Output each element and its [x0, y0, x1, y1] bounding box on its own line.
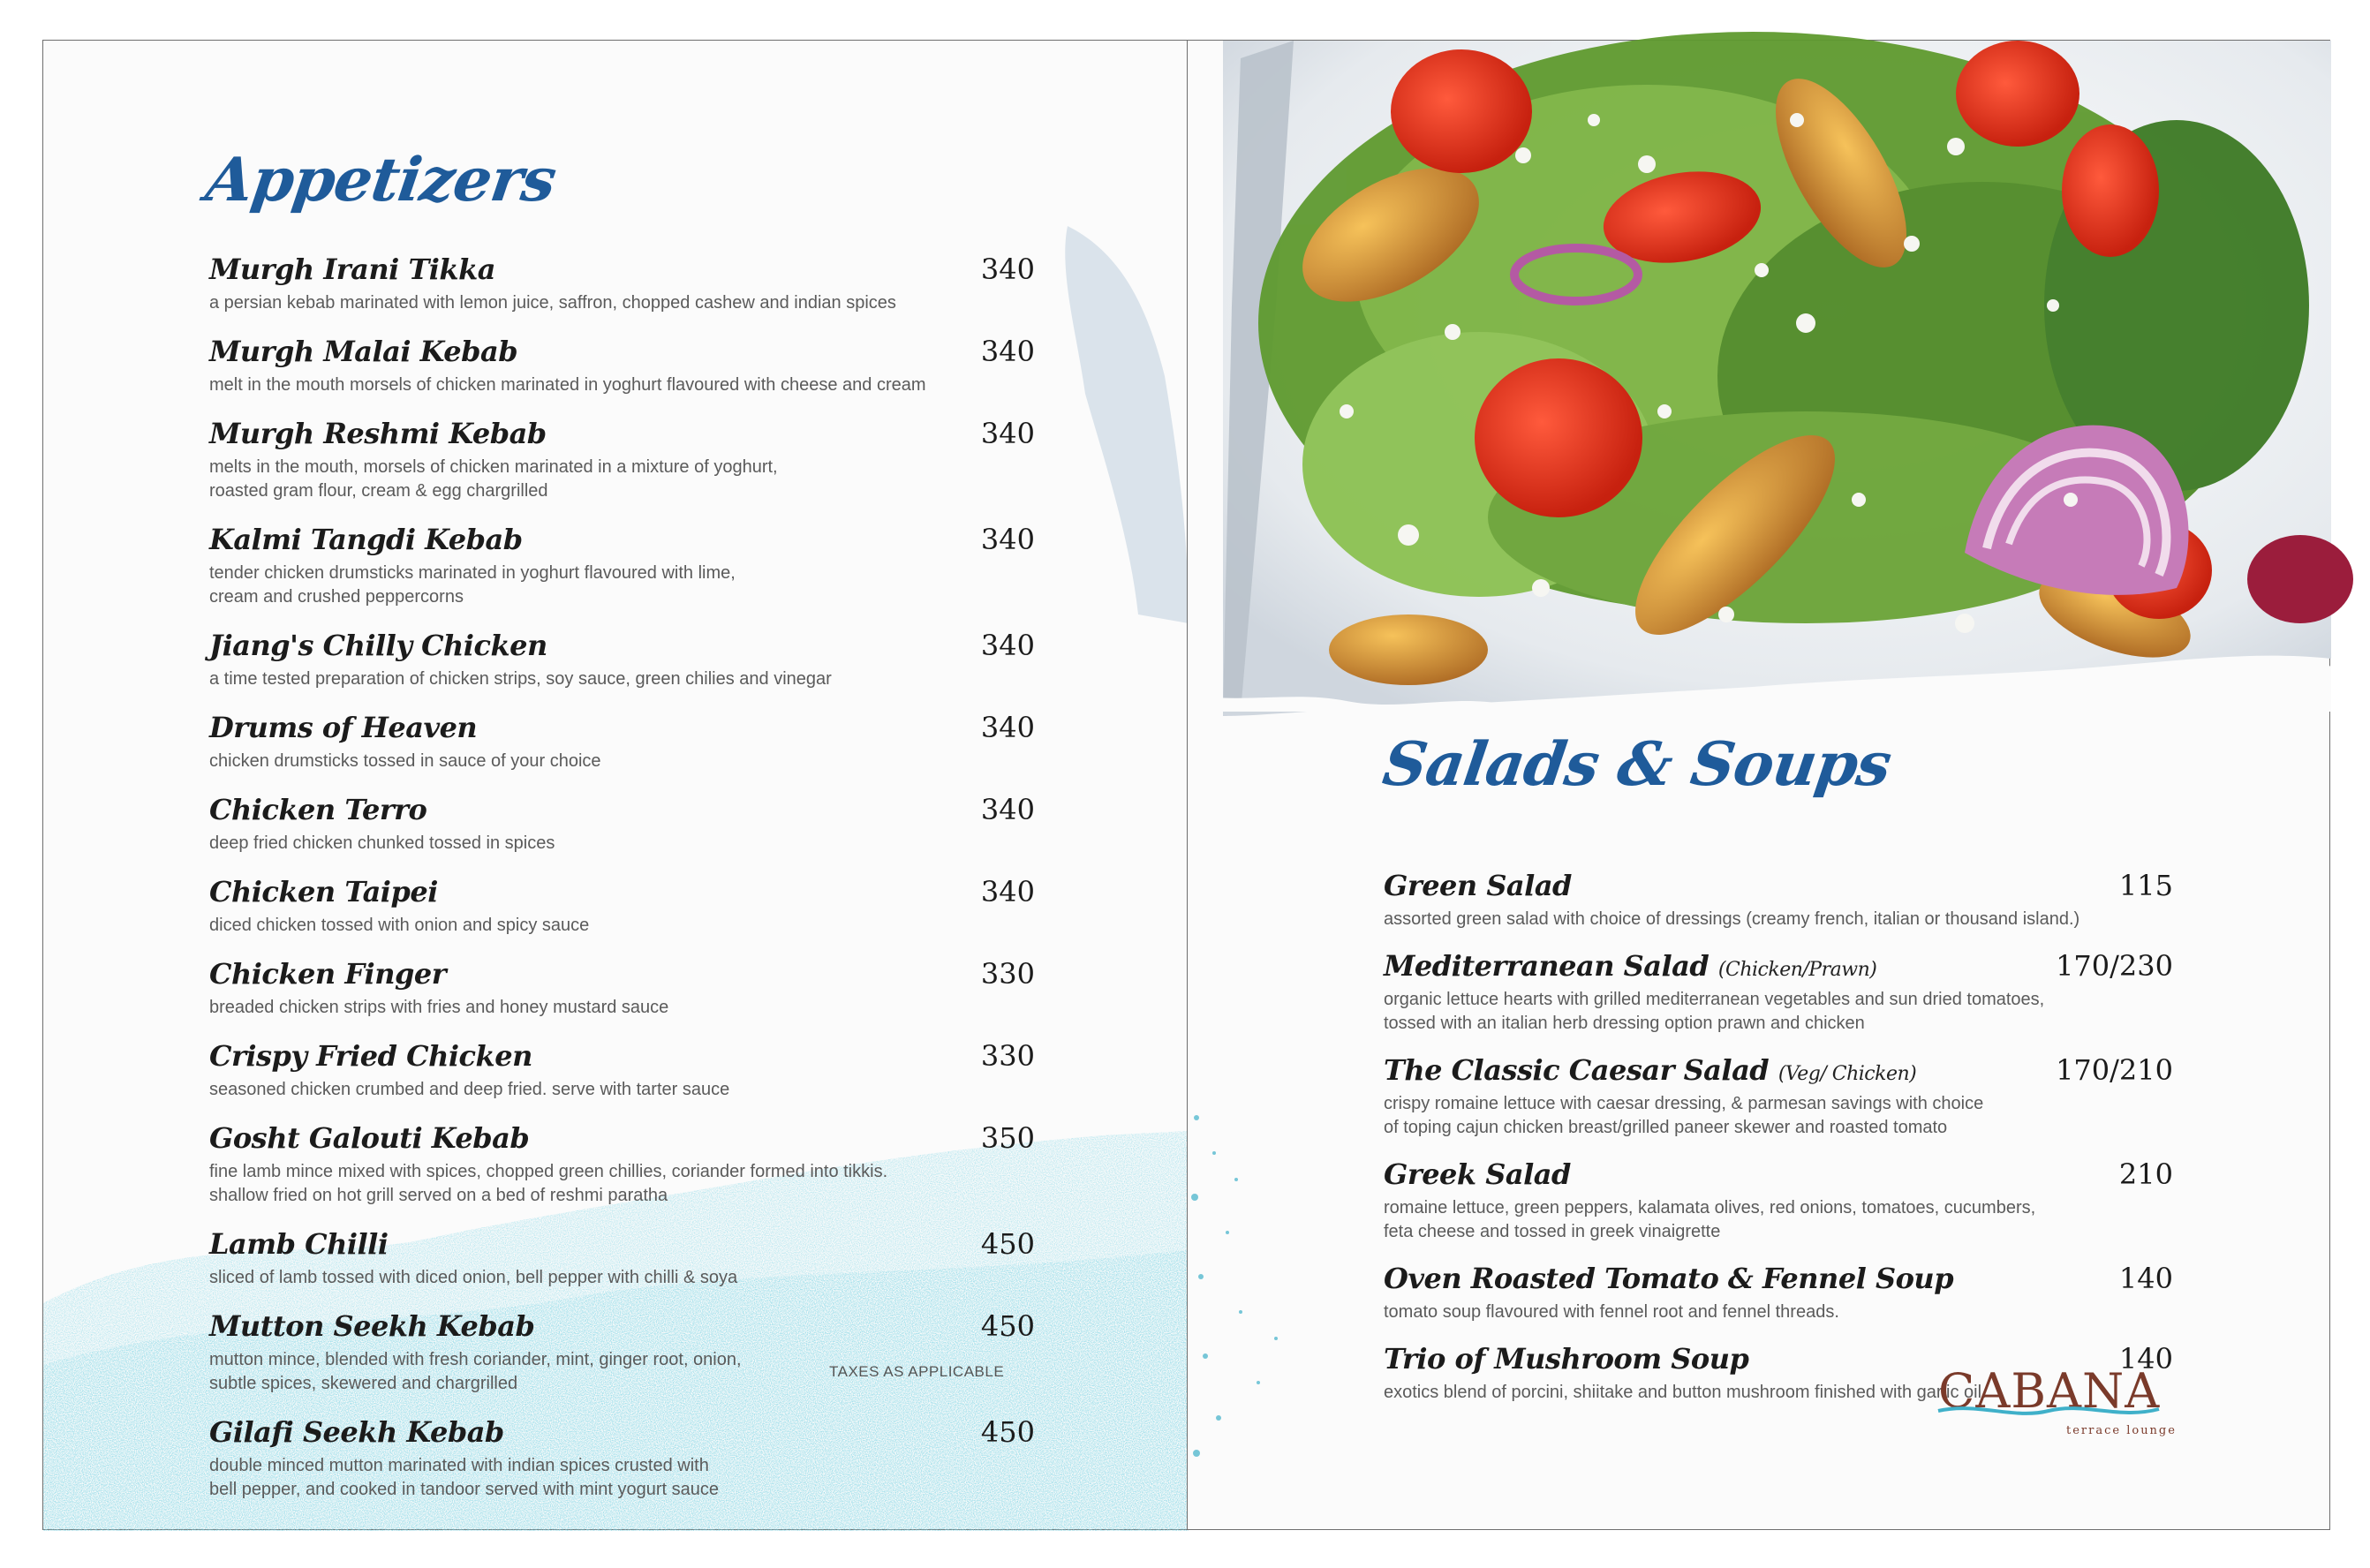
- menu-item-header: [209, 523, 1035, 562]
- menu-item-name-text: Crispy Fried Chicken: [209, 1039, 532, 1073]
- menu-item-option: (Chicken/Prawn): [1717, 959, 1877, 981]
- logo-wordmark: CABANA: [1938, 1363, 2161, 1419]
- menu-item: [1384, 869, 2173, 931]
- menu-item-description: exotics blend of porcini, shiitake and button mushroom finished with garlic oil.: [1384, 1383, 1987, 1402]
- menu-item-price: 140: [2118, 1342, 2173, 1376]
- menu-item-description: bell pepper, and cooked in tandoor served with mint yogurt sauce: [209, 1480, 720, 1499]
- menu-item-name-text: Murgh Irani Tikka: [209, 253, 495, 286]
- menu-item-header: [209, 335, 1035, 373]
- taxes-note: TAXES AS APPLICABLE: [829, 1363, 1005, 1380]
- menu-item-price: 450: [980, 1227, 1035, 1261]
- menu-item-description: assorted green salad with choice of dressings (creamy french, italian or thousand island.): [1384, 909, 2080, 929]
- menu-item-description: tossed with an italian herb dressing option prawn and chicken: [1384, 1014, 1865, 1033]
- menu-item-description: romaine lettuce, green peppers, kalamata olives, red onions, tomatoes, cucumbers,: [1384, 1198, 2036, 1217]
- menu-item-header: [209, 1309, 1035, 1348]
- menu-item-header: [209, 1039, 1035, 1078]
- menu-item-name: [209, 253, 495, 286]
- menu-item-name-text: Chicken Finger: [209, 957, 447, 991]
- menu-item-description: sliced of lamb tossed with diced onion, bell pepper with chilli & soya: [209, 1268, 738, 1287]
- menu-item-description: diced chicken tossed with onion and spicy sauce: [209, 916, 590, 935]
- menu-item-name: [209, 1415, 504, 1449]
- right-page: [1187, 40, 2330, 1530]
- menu-item-name-text: Mutton Seekh Kebab: [209, 1309, 535, 1343]
- salads-soups-list: [1384, 869, 2173, 1422]
- menu-item: [209, 793, 1035, 856]
- menu-item-header: [209, 711, 1035, 750]
- menu-item: [209, 957, 1035, 1020]
- menu-item-header: [209, 629, 1035, 667]
- menu-item-name: [209, 1039, 532, 1073]
- menu-item: [209, 417, 1035, 503]
- appetizers-list: [209, 253, 1035, 1521]
- menu-item-price: 340: [980, 523, 1035, 556]
- menu-item-price: 340: [980, 253, 1035, 286]
- menu-item-name: [209, 793, 426, 826]
- menu-item-name: [209, 1309, 534, 1343]
- menu-item-price: 210: [2118, 1157, 2173, 1191]
- menu-item-price: 170/230: [2056, 949, 2173, 983]
- menu-item-header: [1384, 1157, 2173, 1196]
- menu-item-name-text: Murgh Reshmi Kebab: [209, 417, 547, 450]
- menu-item-price: 340: [980, 711, 1035, 744]
- menu-item-name-text: Kalmi Tangdi Kebab: [209, 523, 523, 556]
- menu-item-description: shallow fried on hot grill served on a bed of reshmi paratha: [209, 1186, 668, 1205]
- salad-photo: [1188, 41, 2331, 712]
- menu-item-price: 330: [980, 957, 1035, 991]
- menu-item-description: feta cheese and tossed in greek vinaigrette: [1384, 1222, 1721, 1241]
- left-page: [42, 40, 1188, 1530]
- menu-item-price: 140: [2118, 1262, 2173, 1295]
- menu-item-price: 170/210: [2056, 1053, 2173, 1087]
- menu-item-description: of toping cajun chicken breast/grilled paneer skewer and roasted tomato: [1384, 1118, 1948, 1137]
- menu-item-description: melts in the mouth, morsels of chicken marinated in a mixture of yoghurt,: [209, 457, 778, 477]
- menu-item-name-text: Chicken Taipei: [209, 875, 438, 908]
- menu-item: [209, 629, 1035, 691]
- logo-tagline: terrace lounge: [2066, 1424, 2177, 1437]
- menu-item-header: [209, 1415, 1035, 1454]
- menu-item-description: fine lamb mince mixed with spices, chopped green chillies, coriander formed into tikkis.: [209, 1162, 888, 1181]
- menu-item-name-text: Lamb Chilli: [209, 1227, 389, 1261]
- menu-item-header: [209, 253, 1035, 291]
- menu-item-name: [209, 711, 477, 744]
- menu-item-header: [209, 417, 1035, 456]
- blue-dot-splash: [1188, 1100, 1311, 1489]
- menu-item-description: organic lettuce hearts with grilled mediterranean vegetables and sun dried tomatoes,: [1384, 990, 2045, 1009]
- menu-item-description: a time tested preparation of chicken strips, soy sauce, green chilies and vinegar: [209, 669, 832, 689]
- menu-item-description: a persian kebab marinated with lemon juice, saffron, chopped cashew and indian spices: [209, 293, 896, 313]
- menu-item-description: breaded chicken strips with fries and honey mustard sauce: [209, 998, 669, 1017]
- menu-item: [1384, 1053, 2173, 1140]
- menu-item-name-text: Jiang's Chilly Chicken: [209, 629, 547, 662]
- menu-item: [209, 1227, 1035, 1290]
- menu-item: [209, 1415, 1035, 1502]
- menu-item-name: [209, 957, 446, 991]
- menu-item: [209, 523, 1035, 609]
- menu-item-description: tender chicken drumsticks marinated in yoghurt flavoured with lime,: [209, 563, 736, 583]
- menu-item: [1384, 1157, 2173, 1244]
- menu-item-price: 340: [980, 793, 1035, 826]
- menu-item-description: cream and crushed peppercorns: [209, 587, 464, 607]
- menu-item: [1384, 1262, 2173, 1324]
- menu-item-name: [209, 335, 517, 368]
- menu-item-header: [1384, 869, 2173, 908]
- menu-item-name-text: Trio of Mushroom Soup: [1384, 1342, 1749, 1376]
- menu-item-name: [209, 1121, 529, 1155]
- menu-item-name: [209, 875, 438, 908]
- menu-item: [209, 335, 1035, 397]
- menu-item: [209, 875, 1035, 938]
- menu-item-description: mutton mince, blended with fresh coriander, mint, ginger root, onion,: [209, 1350, 742, 1369]
- menu-item-name-text: The Classic Caesar Salad: [1384, 1053, 1770, 1087]
- menu-item-description: chicken drumsticks tossed in sauce of your choice: [209, 751, 601, 771]
- menu-item-name: [1384, 869, 1572, 902]
- menu-item-name-text: Murgh Malai Kebab: [209, 335, 518, 368]
- menu-item-name-text: Drums of Heaven: [209, 711, 478, 744]
- menu-item-name: [1384, 949, 1876, 983]
- menu-item-name: [209, 629, 547, 662]
- menu-item-price: 115: [2118, 869, 2173, 902]
- appetizers-heading: Appetizers: [201, 145, 560, 215]
- menu-item: [209, 1121, 1035, 1208]
- menu-item-price: 450: [980, 1415, 1035, 1449]
- menu-item-header: [1384, 1262, 2173, 1300]
- menu-item-name-text: Chicken Terro: [209, 793, 427, 826]
- menu-item: [209, 1039, 1035, 1102]
- menu-item: [209, 711, 1035, 773]
- menu-item-description: tomato soup flavoured with fennel root and fennel threads.: [1384, 1302, 1839, 1322]
- menu-item-header: [1384, 1053, 2173, 1092]
- menu-item-name-text: Gilafi Seekh Kebab: [209, 1415, 504, 1449]
- menu-item-header: [209, 1121, 1035, 1160]
- menu-item: [1384, 949, 2173, 1036]
- menu-item-price: 340: [980, 417, 1035, 450]
- menu-item-name: [209, 523, 523, 556]
- menu-item-name: [209, 1227, 388, 1261]
- menu-item-price: 340: [980, 335, 1035, 368]
- menu-item-description: double minced mutton marinated with indian spices crusted with: [209, 1456, 709, 1475]
- menu-item-name: [1384, 1053, 1916, 1087]
- menu-item-price: 350: [980, 1121, 1035, 1155]
- menu-item-name-text: Gosht Galouti Kebab: [209, 1121, 530, 1155]
- menu-item-description: seasoned chicken crumbed and deep fried. serve with tarter sauce: [209, 1080, 730, 1099]
- menu-item-name: [1384, 1262, 1953, 1295]
- menu-item-header: [209, 793, 1035, 832]
- menu-item-header: [1384, 949, 2173, 988]
- menu-item-description: deep fried chicken chunked tossed in spices: [209, 833, 555, 853]
- menu-item-header: [209, 875, 1035, 914]
- menu-item: [209, 253, 1035, 315]
- menu-item-name-text: Mediterranean Salad: [1384, 949, 1710, 983]
- menu-item-price: 340: [980, 629, 1035, 662]
- menu-item-name-text: Greek Salad: [1384, 1157, 1571, 1191]
- menu-item-name: [209, 417, 547, 450]
- menu-item-name-text: Oven Roasted Tomato & Fennel Soup: [1384, 1262, 1954, 1295]
- menu-item-header: [209, 957, 1035, 996]
- menu-item-name-text: Green Salad: [1384, 869, 1572, 902]
- menu-item-description: subtle spices, skewered and chargrilled: [209, 1374, 518, 1393]
- menu-item-header: [209, 1227, 1035, 1266]
- menu-item-description: melt in the mouth morsels of chicken marinated in yoghurt flavoured with cheese and cream: [209, 375, 926, 395]
- menu-item-price: 450: [980, 1309, 1035, 1343]
- menu-item: [209, 1309, 1035, 1396]
- menu-item-description: crispy romaine lettuce with caesar dressing, & parmesan savings with choice: [1384, 1094, 1984, 1113]
- salads-soups-heading: Salads & Soups: [1378, 729, 1895, 800]
- menu-item-option: (Veg/ Chicken): [1778, 1063, 1917, 1085]
- menu-item-name: [1384, 1342, 1748, 1376]
- menu-item-price: 340: [980, 875, 1035, 908]
- menu-item-name: [1384, 1157, 1571, 1191]
- menu-item-price: 330: [980, 1039, 1035, 1073]
- menu-item-description: roasted gram flour, cream & egg chargrilled: [209, 481, 548, 501]
